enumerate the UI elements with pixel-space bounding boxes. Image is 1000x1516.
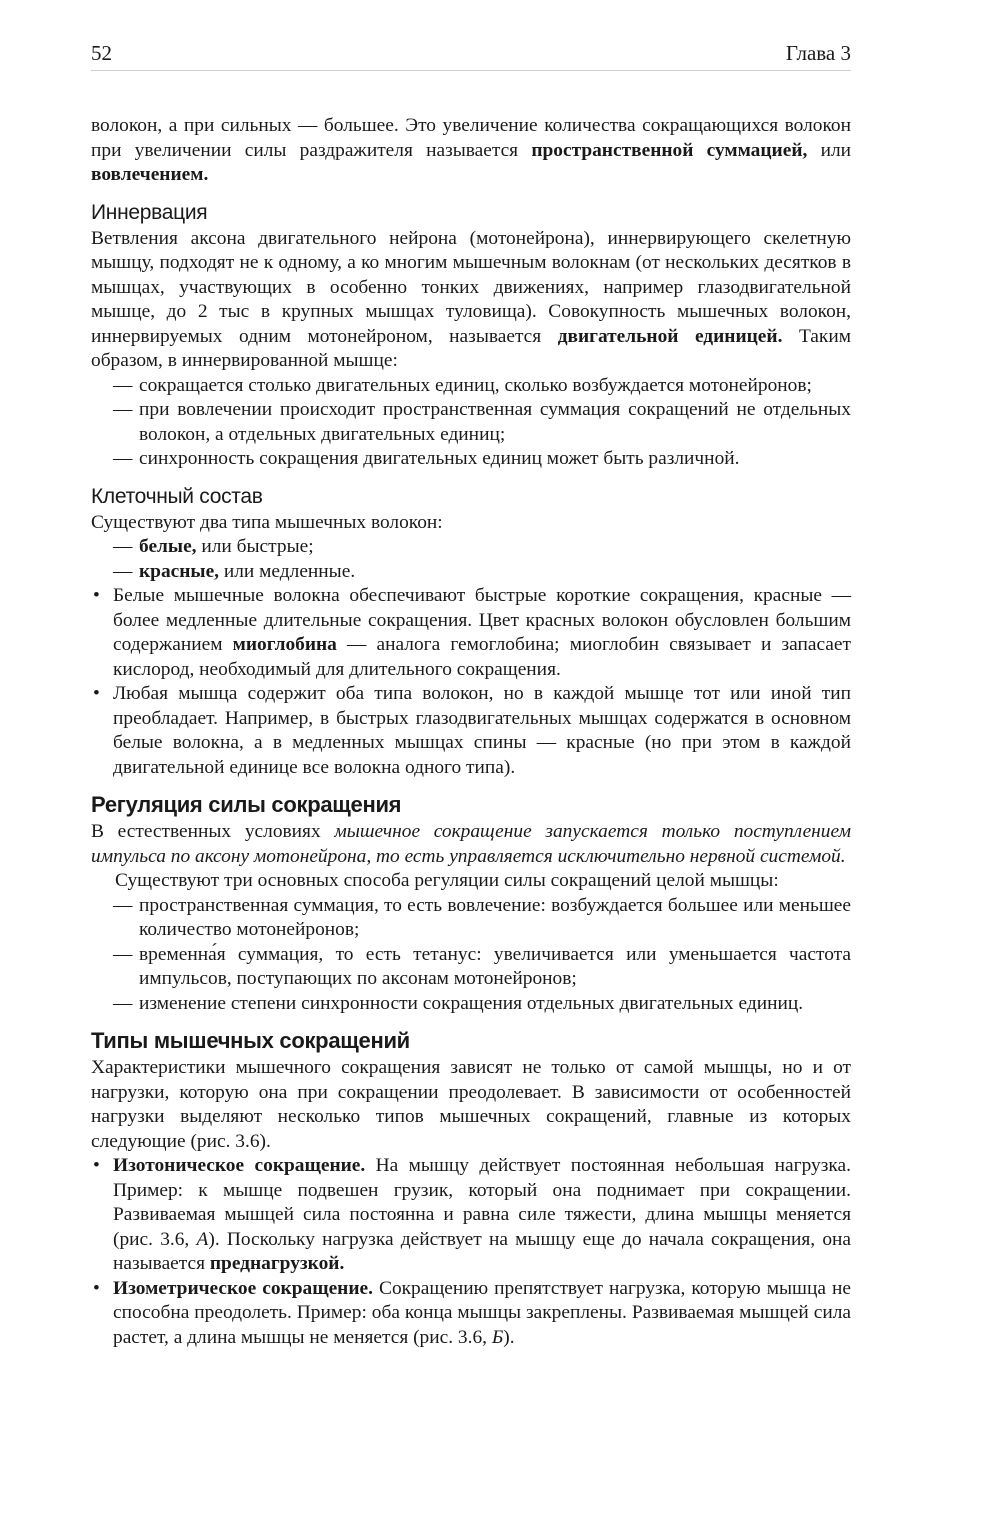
heading-cell-composition: Клеточный состав [91,484,263,508]
list-item: — белые, или быстрые; [113,535,851,560]
regulation-paragraph: В естественных условиях мышечное сокращение запускается только поступлением импульса по аксону мотонейрона, то есть управляется исключительно нервной системой. [91,821,851,867]
heading-innervation: Иннервация [91,200,208,224]
list-item: — при вовлечении происходит пространственная суммация сокращений не отдельных волокон, а отдельных двигательных единиц; [113,398,851,447]
heading-contraction-types: Типы мышечных сокращений [91,1028,410,1053]
cell-bullets [91,584,851,780]
regulation-list [91,894,851,1017]
innervation-paragraph: Ветвления аксона двигательного нейрона (мотонейрона), иннервирующего скелетную мышцу, подходят не к одному, а ко многим мышечным волокнам (от нескольких десятков в мышцах, участвующих в особенно тонких движениях, например глазодвигательной мышце, до 2 тыс в крупных мышцах туловища). Совокупность мышечных волокон, иннервируемых одним мотонейроном, называется двигательной единицей. Таким образом, в иннервированной мышце: [91,227,851,371]
contraction-intro: Характеристики мышечного сокращения зависят не только от самой мышцы, но и от нагрузки, которую она при сокращении преодолевает. В зависимости от особенностей нагрузки выделяют несколько типов мышечных сокращений, главные из которых следующие (рис. 3.6). [91,1057,851,1152]
running-head [91,40,851,71]
bullet-item: • Белые мышечные волокна обеспечивают быстрые короткие сокращения, красные — более медленные длительные сокращения. Цвет красных волокон обусловлен большим содержанием миоглобина — аналога гемоглобина; миоглобин связывает и запасает кислород, необходимый для длительного сокращения. [91,584,851,682]
book-page [91,40,851,1350]
list-item: — синхронность сокращения двигательных единиц может быть различной. [113,447,851,472]
fiber-types-list [91,535,851,584]
bullet-item-isometric: • Изометрическое сокращение. Сокращению препятствует нагрузка, которую мышца не способна преодолеть. Пример: оба конца мышцы закреплены. Развиваемая мышцей сила растет, а длина мышцы не меняется (рис. 3.6, Б). [91,1277,851,1351]
list-item: — пространственная суммация, то есть вовлечение: возбуждается большее или меньшее количество мотонейронов; [113,894,851,943]
heading-regulation: Регуляция силы сокращения [91,792,402,817]
list-item: — сокращается столько двигательных единиц, сколько возбуждается мотонейронов; [113,374,851,399]
list-item: — временна́я суммация, то есть тетанус: увеличивается или уменьшается частота импульсов, поступающих по аксонам мотонейронов; [113,943,851,992]
page-number: 52 [91,41,112,65]
regulation-methods-intro: Существуют три основных способа регуляции силы сокращений целой мышцы: [115,870,779,891]
innervation-list [91,374,851,472]
bullet-item-isotonic: • Изотоническое сокращение. На мышцу действует постоянная небольшая нагрузка. Пример: к мышце подвешен грузик, который она поднимает при сокращении. Развиваемая мышцей сила постоянна и равна силе тяжести, длина мышцы меняется (рис. 3.6, А). Поскольку нагрузка действует на мышцу еще до начала сокращения, она называется преднагрузкой. [91,1154,851,1277]
chapter-title: Глава 3 [785,41,851,65]
bullet-item: • Любая мышца содержит оба типа волокон, но в каждой мышце тот или иной тип преобладает. Например, в быстрых глазодвигательных мышцах содержатся в основном белые волокна, а в медленных мышцах спины — красные (но при этом в каждой двигательной единице все волокна одного типа). [91,682,851,780]
intro-paragraph: волокон, а при сильных — большее. Это увеличение количества сокращающихся волокон при увеличении силы раздражителя называется пространственной суммацией, или вовлечением. [91,115,851,185]
cell-intro: Существуют два типа мышечных волокон: [91,511,443,533]
list-item: — красные, или медленные. [113,560,851,585]
contraction-bullets [91,1154,851,1350]
list-item: — изменение степени синхронности сокращения отдельных двигательных единиц. [113,992,851,1017]
